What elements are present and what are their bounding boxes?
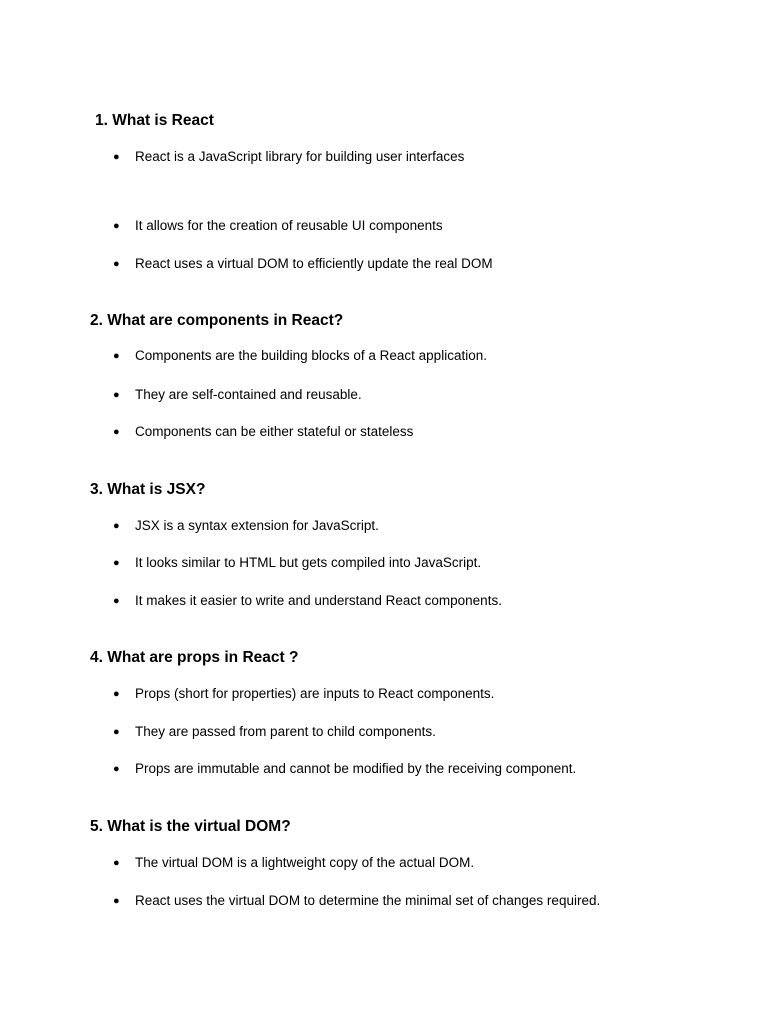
bullet-icon: ●	[113, 895, 120, 907]
section-heading: 1. What is React	[95, 112, 214, 129]
list-item-text: React uses the virtual DOM to determine the minimal set of changes required.	[135, 893, 601, 908]
bullet-icon: ●	[113, 389, 120, 401]
list-item-text: They are self-contained and reusable.	[135, 387, 362, 402]
bullet-icon: ●	[113, 151, 120, 163]
list-item-text: React is a JavaScript library for building user interfaces	[135, 149, 465, 164]
bullet-icon: ●	[113, 688, 120, 700]
list-item-text: It makes it easier to write and understand React components.	[135, 593, 502, 608]
bullet-icon: ●	[113, 557, 120, 569]
list-item-text: They are passed from parent to child components.	[135, 724, 436, 739]
list-item-text: React uses a virtual DOM to efficiently update the real DOM	[135, 256, 493, 271]
section-heading: 3. What is JSX?	[90, 481, 206, 498]
bullet-icon: ●	[113, 595, 120, 607]
bullet-icon: ●	[113, 763, 120, 775]
bullet-icon: ●	[113, 726, 120, 738]
section-heading: 4. What are props in React ?	[90, 649, 299, 666]
list-item-text: Props are immutable and cannot be modified by the receiving component.	[135, 761, 577, 776]
list-item-text: It allows for the creation of reusable UI components	[135, 218, 443, 233]
section-heading: 2. What are components in React?	[90, 312, 344, 329]
section-heading: 5. What is the virtual DOM?	[90, 818, 291, 835]
bullet-icon: ●	[113, 426, 120, 438]
bullet-icon: ●	[113, 857, 120, 869]
list-item-text: Components can be either stateful or stateless	[135, 424, 414, 439]
bullet-icon: ●	[113, 520, 120, 532]
list-item-text: The virtual DOM is a lightweight copy of the actual DOM.	[135, 855, 475, 870]
bullet-icon: ●	[113, 220, 120, 232]
bullet-icon: ●	[113, 258, 120, 270]
bullet-icon: ●	[113, 350, 120, 362]
list-item-text: It looks similar to HTML but gets compiled into JavaScript.	[135, 555, 482, 570]
list-item-text: Components are the building blocks of a React application.	[135, 348, 487, 363]
list-item-text: Props (short for properties) are inputs to React components.	[135, 686, 495, 701]
list-item-text: JSX is a syntax extension for JavaScript.	[135, 518, 379, 533]
